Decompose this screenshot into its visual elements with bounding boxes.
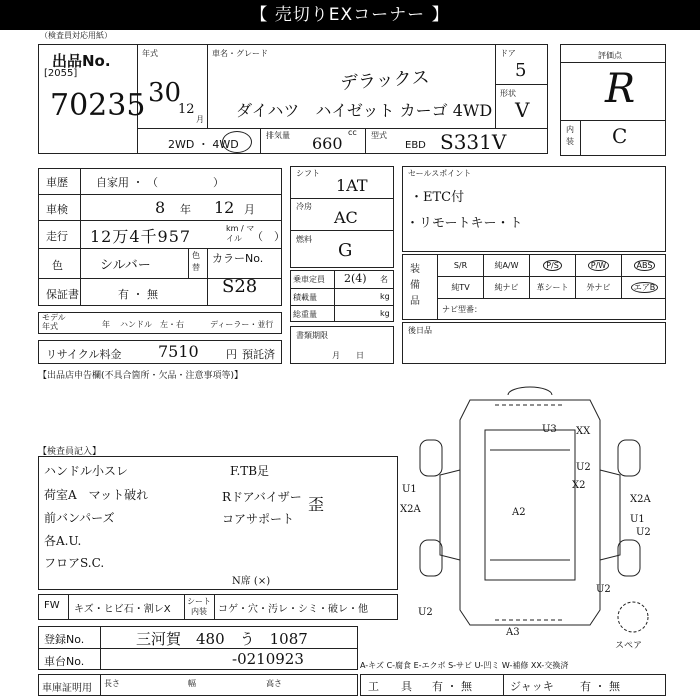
color-value: シルバー (100, 258, 151, 273)
model-code-prefix: EBD (405, 140, 426, 151)
warranty-value: 有 ・ 無 (118, 288, 158, 301)
registration-label: 登録No. (44, 633, 85, 646)
banner-title: 【 売切りEXコーナー 】 (0, 0, 700, 30)
inspector-note-4: 各A.U. (44, 534, 82, 548)
registration-value: 三河賀 480 う 1087 (136, 630, 308, 648)
damage-mark-u2-right: U2 (636, 527, 651, 538)
spare-label: スペア (615, 641, 643, 650)
seat-value: コゲ・穴・汚レ・シミ・破レ・他 (218, 604, 368, 615)
cert-length: 長さ (104, 679, 120, 688)
drive-selected-circle (222, 131, 252, 153)
inspector-note-8: コアサポート (222, 512, 295, 526)
jack-value: 有 ・ 無 (580, 680, 620, 693)
displacement-unit: cc (348, 128, 357, 137)
drive-options: 2WD ・ 4WD (168, 138, 239, 151)
inspector-note-7: Rドアバイザー (222, 490, 302, 504)
history-label: 車歴 (46, 176, 68, 189)
equip-abs: ABS (621, 255, 667, 277)
mileage-unit: km / マイル (226, 224, 255, 243)
gross-label: 総重量 (293, 310, 317, 319)
mileage-paren: （ ） (252, 230, 285, 243)
sales-points-label: セールスポイント (408, 169, 472, 178)
displacement-label: 排気量 (266, 131, 290, 140)
cooling-label: 冷房 (296, 202, 312, 211)
equip-sunroof: S/R (437, 255, 483, 277)
inspection-month: 12 (214, 198, 235, 217)
seat-note: N席 (×) (232, 576, 271, 587)
damage-mark-u2-top: U2 (576, 462, 591, 473)
equip-aftermarket-nav: 外ナビ (575, 277, 621, 299)
mileage-label: 走行 (46, 230, 68, 243)
car-name-label: 車名・グレード (212, 49, 268, 58)
exhibitor-report-label: 【出品店申告欄(不具合箇所・欠品・注意事項等)】 (38, 371, 244, 381)
capacity-value: 2(4) (344, 272, 367, 285)
year-value: 30 (148, 78, 182, 108)
damage-mark-x2-right: X2 (572, 480, 586, 491)
year-label: 年式 (142, 49, 158, 58)
load-label: 積載量 (293, 293, 317, 302)
inspection-year-unit: 年 (180, 203, 191, 216)
load-unit: kg (380, 292, 390, 301)
score-value: R (605, 66, 636, 112)
car-model: ダイハツ ハイゼット カーゴ 4WD (236, 101, 493, 120)
model-code-value: S331V (440, 130, 507, 154)
damage-mark-x2a-left: X2A (400, 504, 421, 515)
damage-mark-xx: XX (576, 426, 591, 437)
inspector-note-6: F.TB足 (230, 464, 270, 478)
doors-value: 5 (515, 60, 527, 81)
car-diagram (400, 380, 700, 650)
year-month: 12 (178, 102, 195, 117)
tools-value: 有 ・ 無 (432, 680, 472, 693)
jack-label: ジャッキ (510, 680, 554, 693)
sales-point-1: ・ETC付 (410, 190, 465, 205)
damage-mark-u2-bottom: U2 (596, 584, 611, 595)
after-items-frame (402, 322, 666, 364)
color-code-label: カラーNo. (212, 252, 264, 265)
inspector-note-3: 前バンパーズ (44, 511, 115, 525)
sales-point-2: ・リモートキー・ト (406, 216, 523, 231)
inspector-note-5: フロアS.C. (44, 556, 105, 570)
damage-mark-u3-top: U3 (542, 424, 557, 435)
interior-label: 内装 (566, 125, 574, 146)
chassis-label: 車台No. (44, 655, 85, 668)
recycle-value: 7510 (158, 342, 199, 361)
damage-mark-u2-left: U2 (418, 607, 433, 618)
cert-width: 幅 (188, 679, 196, 688)
chassis-value: -0210923 (232, 650, 304, 668)
damage-mark-a2: A2 (512, 507, 526, 518)
lot-label: 出品No. (52, 52, 111, 70)
model-year-handle: ハンドル 左・右 (120, 320, 184, 329)
lot-number: 70235 (50, 88, 146, 123)
recycle-unit: 円 (226, 348, 237, 361)
fw-label: FW (44, 600, 60, 611)
equipment-label: 装備品 (410, 264, 420, 307)
equipment-row-1 (437, 255, 667, 277)
lot-sub: [2055] (44, 68, 78, 79)
doc-period-unit: 月 日 (332, 351, 364, 360)
recycle-label: リサイクル料金 (46, 348, 122, 361)
fuel-value: G (338, 240, 353, 261)
equip-genuine-aw: 純A/W (483, 255, 529, 277)
inspection-label: 車検 (46, 203, 68, 216)
cooling-value: AC (334, 208, 358, 227)
after-items-label: 後日品 (408, 326, 432, 335)
capacity-unit: 名 (380, 275, 388, 284)
shape-value: V (515, 98, 530, 122)
inspector-label: 【検査員記入】 (38, 447, 102, 457)
damage-mark-a3: A3 (506, 627, 520, 638)
inspector-note-1: ハンドル小スレ (44, 464, 129, 478)
doc-period-label: 書類期限 (296, 331, 328, 340)
fuel-label: 燃料 (296, 235, 312, 244)
capacity-label: 乗車定員 (293, 275, 325, 284)
damage-mark-u1-right: U1 (630, 514, 645, 525)
history-value: 自家用 ・ （ ） (96, 176, 224, 189)
doors-label: ドア (500, 49, 516, 58)
inspection-month-unit: 月 (244, 203, 255, 216)
color-label: 色 (52, 259, 63, 272)
shift-label: シフト (296, 169, 320, 178)
shape-label: 形状 (500, 89, 516, 98)
nav-model-label: ナビ型番： (442, 305, 482, 314)
gross-unit: kg (380, 309, 390, 318)
year-month-unit: 月 (196, 115, 204, 124)
shift-value: 1AT (336, 176, 368, 195)
inspector-brace: 歪 (308, 495, 325, 514)
model-year-yr: 年 (102, 320, 110, 329)
tools-label: 工 具 (368, 680, 412, 693)
seat-label: シート内装 (187, 597, 211, 616)
interior-value: C (612, 124, 628, 148)
top-note: （検査員対応用紙） (40, 31, 112, 40)
equip-ps: P/S (529, 255, 575, 277)
equip-pw: P/W (575, 255, 621, 277)
warranty-label: 保証書 (46, 288, 79, 301)
equip-genuine-nav: 純ナビ (483, 277, 529, 299)
damage-mark-x2a-right: X2A (630, 494, 651, 505)
inspector-note-2: 荷室A マット破れ (44, 488, 149, 502)
equip-airbag: エアB (621, 277, 667, 299)
fw-value: キズ・ヒビ石・割レX (74, 604, 171, 615)
inspection-year: 8 (155, 198, 166, 217)
recycle-deposit: 預託済 (242, 348, 275, 361)
color-change-label: 色替 (192, 251, 200, 272)
score-label: 評価点 (598, 51, 622, 60)
cert-height: 高さ (266, 679, 282, 688)
equip-leather: 革シート (529, 277, 575, 299)
mileage-value: 12万4千957 (90, 227, 192, 246)
equip-genuine-tv: 純TV (437, 277, 483, 299)
displacement-value: 660 (312, 134, 343, 153)
model-year-dealer: ディーラー・並行 (210, 320, 274, 329)
model-code-label: 型式 (371, 131, 387, 140)
damage-mark-u1-left: U1 (402, 484, 417, 495)
cert-label: 車庫証明用 (42, 683, 92, 694)
damage-legend: A-キズ C-腐食 E-エクボ S-サビ U-凹ミ W-補修 XX-交換済 (360, 661, 569, 670)
color-code: S28 (222, 276, 258, 297)
equipment-row-2 (437, 277, 667, 299)
car-grade: デラックス (339, 66, 431, 95)
model-year-label: モデル年式 (42, 313, 66, 331)
